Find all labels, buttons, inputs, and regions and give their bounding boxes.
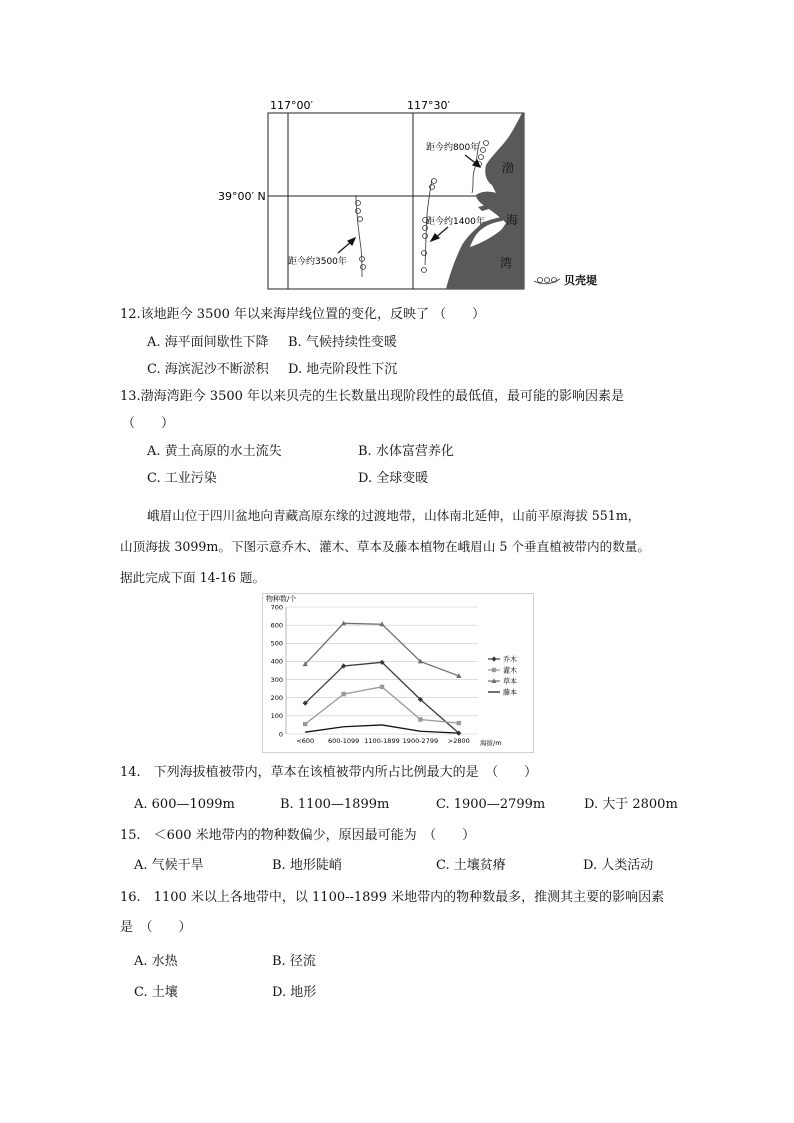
- q16-stem: 16. 1100 米以上各地带中，以 1100--1899 米地带内的物种数最多，推测其主要的影响因素: [120, 890, 665, 905]
- y-tick-label: 300: [270, 675, 283, 684]
- sea-char-1: 渤: [502, 161, 515, 175]
- q15-option-c: C. 土壤贫瘠: [436, 858, 506, 873]
- legend-label: 藤本: [503, 688, 517, 697]
- q12-option-d: D. 地壳阶段性下沉: [288, 362, 398, 377]
- chart-ylabel: 物种数/个: [266, 595, 297, 603]
- q16-option-d: D. 地形: [272, 985, 317, 1000]
- q13-bracket: （ ）: [122, 416, 175, 431]
- data-point: [457, 721, 461, 725]
- q13-stem: 13.渤海湾距今 3500 年以来贝壳的生长数量出现阶段性的最低值，最可能的影响因素是: [120, 389, 625, 404]
- x-tick-label: 1100-1899: [364, 737, 400, 745]
- q16-option-a: A. 水热: [134, 954, 178, 969]
- data-point: [303, 722, 307, 726]
- q13-option-a: A. 黄土高原的水土流失: [147, 444, 282, 459]
- data-point: [380, 685, 384, 689]
- chart-svg: [262, 593, 534, 753]
- x-tick-label: 600-1099: [327, 737, 360, 745]
- coastline-map: [210, 95, 630, 295]
- sea-char-2: 海: [506, 213, 519, 227]
- legend-label: 乔木: [503, 655, 517, 664]
- q15-option-b: B. 地形陡峭: [272, 858, 342, 873]
- label-1400-years: 距今约1400年: [426, 217, 485, 227]
- data-point: [418, 717, 422, 721]
- x-tick-label: >2800: [447, 737, 470, 745]
- label-3500-years: 距今约3500年: [288, 257, 347, 267]
- label-800-years: 距今约800年: [426, 143, 480, 153]
- y-tick-label: 0: [278, 730, 283, 739]
- legend-label: 草本: [503, 677, 517, 686]
- y-tick-label: 500: [270, 639, 283, 648]
- vegetation-chart: [262, 593, 534, 753]
- lon-label-117-30: 117°30′: [407, 99, 450, 112]
- y-tick-label: 200: [270, 694, 283, 703]
- q13-option-c: C. 工业污染: [147, 471, 217, 486]
- q15-option-a: A. 气候干旱: [134, 858, 204, 873]
- lat-label-39: 39°00′ N: [218, 190, 266, 203]
- q14-stem: 14. 下列海拔植被带内，草本在该植被带内所占比例最大的是 （ ）: [120, 765, 538, 780]
- lon-label-117-00: 117°00′: [270, 99, 313, 112]
- y-tick-label: 100: [270, 712, 283, 721]
- q12-option-b: B. 气候持续性变暖: [288, 335, 397, 350]
- legend-label: 贝壳堤: [564, 274, 597, 287]
- chart-frame: [263, 594, 534, 753]
- passage-line-2: 山顶海拔 3099m。下图示意乔木、灌木、草本及藤本植物在峨眉山 5 个垂直植被带内的数量。: [120, 539, 650, 554]
- data-point: [341, 692, 345, 696]
- q14-option-d: D. 大于 2800m: [584, 797, 678, 812]
- q15-stem: 15. ＜600 米地带内的物种数偏少，原因最可能为 （ ）: [120, 828, 476, 843]
- shell-ridge-legend-symbol: [534, 278, 560, 284]
- y-tick-label: 400: [270, 657, 283, 666]
- x-tick-label: 1900-2799: [402, 737, 439, 745]
- q15-option-d: D. 人类活动: [583, 858, 654, 873]
- legend-label: 灌木: [503, 666, 517, 675]
- q13-option-d: D. 全球变暖: [358, 471, 429, 486]
- q12-option-c: C. 海滨泥沙不断淤积: [147, 362, 269, 377]
- chart-xlabel: 海拔/m: [480, 739, 502, 747]
- q13-option-b: B. 水体富营养化: [358, 444, 454, 459]
- q12-option-a: A. 海平面间歇性下降: [147, 335, 269, 350]
- q14-option-c: C. 1900—2799m: [436, 797, 546, 812]
- x-tick-label: <600: [296, 737, 315, 745]
- passage-line-3: 据此完成下面 14-16 题。: [120, 570, 266, 585]
- q14-option-b: B. 1100—1899m: [280, 797, 390, 812]
- q16-option-c: C. 土壤: [134, 985, 178, 1000]
- y-tick-label: 600: [270, 621, 283, 630]
- q14-option-a: A. 600—1099m: [134, 797, 235, 812]
- q12-stem: 12.该地距今 3500 年以来海岸线位置的变化，反映了 （ ）: [120, 307, 486, 322]
- y-tick-label: 700: [270, 603, 283, 612]
- sea-char-3: 湾: [500, 256, 513, 270]
- passage-line-1: 峨眉山位于四川盆地向青藏高原东缘的过渡地带，山体南北延伸，山前平原海拔 551m，: [147, 508, 641, 523]
- q16-option-b: B. 径流: [272, 954, 316, 969]
- data-point: [492, 668, 496, 672]
- q16-stem-continued: 是 （ ）: [120, 920, 192, 935]
